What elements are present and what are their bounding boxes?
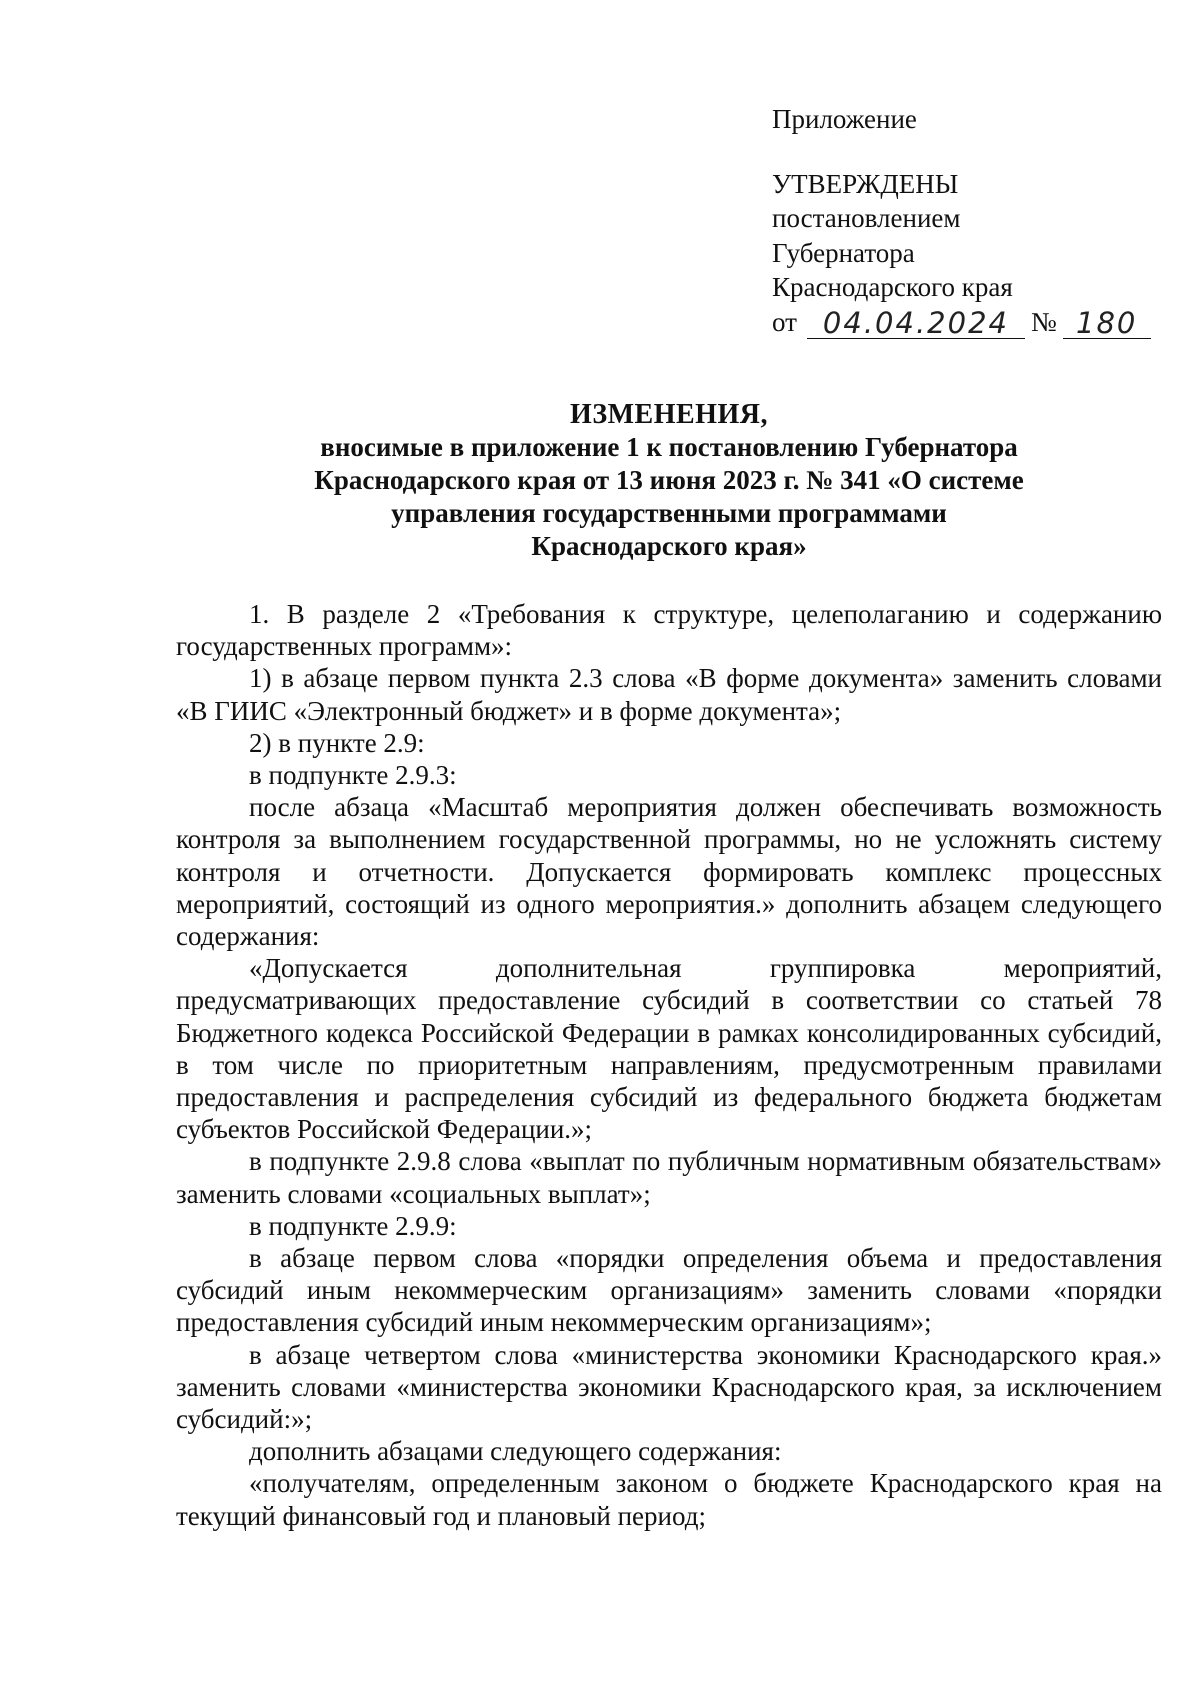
title-line-4: Краснодарского края»: [531, 531, 807, 561]
approval-block: [772, 102, 1152, 339]
approval-line-2: Губернатора: [772, 237, 915, 268]
paragraph: «получателям, определенным законом о бюджете Краснодарского края на текущий финансовый год и плановый период;: [176, 1468, 1162, 1531]
title-line-3: управления государственными программами: [391, 498, 947, 528]
paragraph: в подпункте 2.9.8 слова «выплат по публичным нормативным обязательствам» заменить словами «социальных выплат»;: [176, 1146, 1162, 1209]
paragraph: в подпункте 2.9.9:: [249, 1210, 457, 1241]
paragraph: дополнить абзацами следующего содержания:: [249, 1436, 782, 1467]
paragraph: 1. В разделе 2 «Требования к структуре, целеполаганию и содержанию государственных программ»:: [176, 599, 1162, 662]
approval-line-3: Краснодарского края: [772, 272, 1013, 302]
paragraph: в абзаце первом слова «порядки определения объема и предоставления субсидий иным некоммерческим организациям» заменить словами «порядки предоставления субсидий иным некоммерческим организациям»;: [176, 1243, 1162, 1338]
paragraph: «Допускается дополнительная группировка мероприятий, предусматривающих предоставление субсидий в соответствии со статьей 78 Бюджетного кодекса Российской Федерации в рамках консолидированных субсидий, в том числе по приоритетным направлениям, предусмотренным правилами предоставления и распределения субсидий из федерального бюджета бюджетам субъектов Российской Федерации.»;: [176, 953, 1162, 1145]
appendix-label: Приложение: [772, 104, 917, 134]
paragraph: 1) в абзаце первом пункта 2.3 слова «В форме документа» заменить словами «В ГИИС «Электронный бюджет» и в форме документа»;: [176, 663, 1162, 726]
document-body: [176, 598, 1162, 1532]
number-prefix: №: [1030, 306, 1057, 337]
paragraph: в подпункте 2.9.3:: [249, 760, 457, 791]
title-line-2: Краснодарского края от 13 июня 2023 г. № 341 «О системе: [314, 465, 1024, 495]
handwritten-number: 180: [1063, 308, 1151, 339]
title-heading: ИЗМЕНЕНИЯ,: [570, 399, 768, 430]
paragraph: после абзаца «Масштаб мероприятия должен обеспечивать возможность контроля за выполнением государственной программы, но не усложнять систему контроля и отчетности. Допускается формировать комплекс процессных мероприятий, состоящий из одного мероприятия.» дополнить абзацем следующего содержания:: [176, 792, 1162, 952]
date-prefix: от: [772, 306, 797, 337]
title-line-1: вносимые в приложение 1 к постановлению Губернатора: [320, 432, 1018, 462]
approval-date-line: [772, 305, 1152, 340]
approval-line-1: постановлением: [772, 203, 961, 233]
paragraph: в абзаце четвертом слова «министерства экономики Краснодарского края.» заменить словами «министерства экономики Краснодарского края, за исключением субсидий:»;: [176, 1339, 1162, 1435]
approved-label: УТВЕРЖДЕНЫ: [772, 168, 959, 199]
document-title: [175, 398, 1163, 563]
paragraph: 2) в пункте 2.9:: [249, 727, 425, 758]
handwritten-date: 04.04.2024: [807, 308, 1025, 339]
